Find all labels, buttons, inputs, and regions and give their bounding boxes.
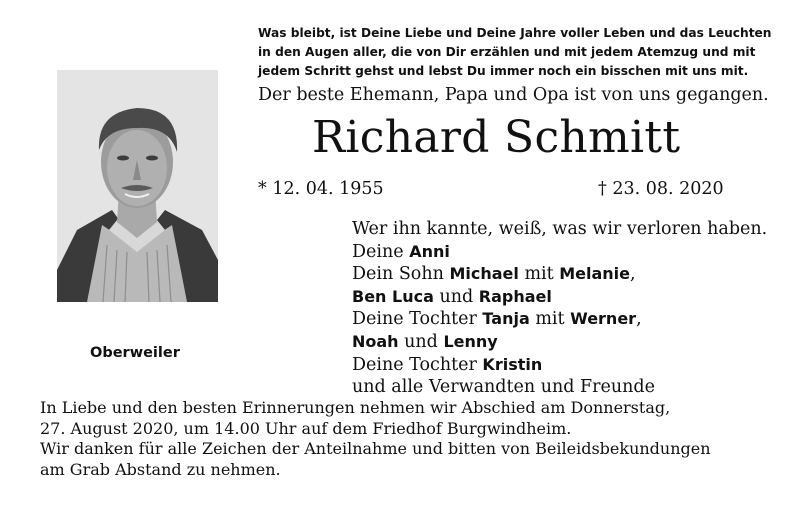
notice-line: Wir danken für alle Zeichen der Anteilnahme und bitten von Beileidsbekundungen <box>40 439 711 458</box>
family-text: mit <box>518 264 560 285</box>
notice-line: 27. August 2020, um 14.00 Uhr auf dem Friedhof Burgwindheim. <box>40 418 572 438</box>
family-member-name: Noah <box>352 331 399 351</box>
family-line <box>352 263 767 286</box>
family-line <box>352 354 767 377</box>
poem-line: in den Augen aller, die von Dir erzählen und mit jedem Atemzug und mit <box>258 45 756 59</box>
family-member-name: Tanja <box>482 309 530 329</box>
family-text: und alle Verwandten und Freunde <box>352 377 655 398</box>
family-line <box>352 376 767 399</box>
family-member-name: Ben Luca <box>352 286 434 306</box>
notice-line: In Liebe und den besten Erinnerungen nehmen wir Abschied am Donnerstag, <box>40 398 671 417</box>
portrait-photo-icon <box>57 70 218 302</box>
funeral-notice <box>40 398 711 480</box>
family-member-name: Kristin <box>482 354 543 374</box>
family-line <box>352 218 767 241</box>
place-name: Oberweiler <box>90 345 180 361</box>
poem-verse <box>258 24 772 81</box>
family-text: Deine <box>352 241 410 262</box>
poem-line: jedem Schritt gehst und lebst Du immer noch ein bisschen mit uns mit. <box>258 64 749 78</box>
birth-date: * 12. 04. 1955 <box>258 179 384 199</box>
family-text: Dein Sohn <box>352 264 450 285</box>
family-text: mit <box>529 309 571 330</box>
poem-line: Was bleibt, ist Deine Liebe und Deine Jahre voller Leben und das Leuchten <box>258 26 772 40</box>
notice-line: am Grab Abstand zu nehmen. <box>40 459 281 479</box>
family-member-name: Melanie <box>559 264 631 284</box>
family-member-name: Michael <box>449 264 519 284</box>
family-text: Deine Tochter <box>352 309 483 330</box>
family-text: Deine Tochter <box>352 354 483 375</box>
family-text: und <box>398 331 444 352</box>
portrait-photo <box>57 70 218 302</box>
family-member-name: Werner <box>570 309 637 329</box>
family-line <box>352 241 767 264</box>
family-signature <box>352 218 767 399</box>
family-line <box>352 308 767 331</box>
deceased-name: Richard Schmitt <box>312 112 681 163</box>
family-line <box>352 286 767 309</box>
death-date: † 23. 08. 2020 <box>598 179 724 199</box>
intro-text: Der beste Ehemann, Papa und Opa ist von uns gegangen. <box>258 85 769 105</box>
family-member-name: Anni <box>409 241 450 261</box>
family-member-name: Lenny <box>443 331 498 351</box>
family-text: und <box>433 286 479 307</box>
family-text: , <box>630 264 636 285</box>
family-member-name: Raphael <box>478 286 552 306</box>
family-line <box>352 331 767 354</box>
family-text: Wer ihn kannte, weiß, was wir verloren haben. <box>352 219 768 239</box>
family-text: , <box>636 309 642 330</box>
